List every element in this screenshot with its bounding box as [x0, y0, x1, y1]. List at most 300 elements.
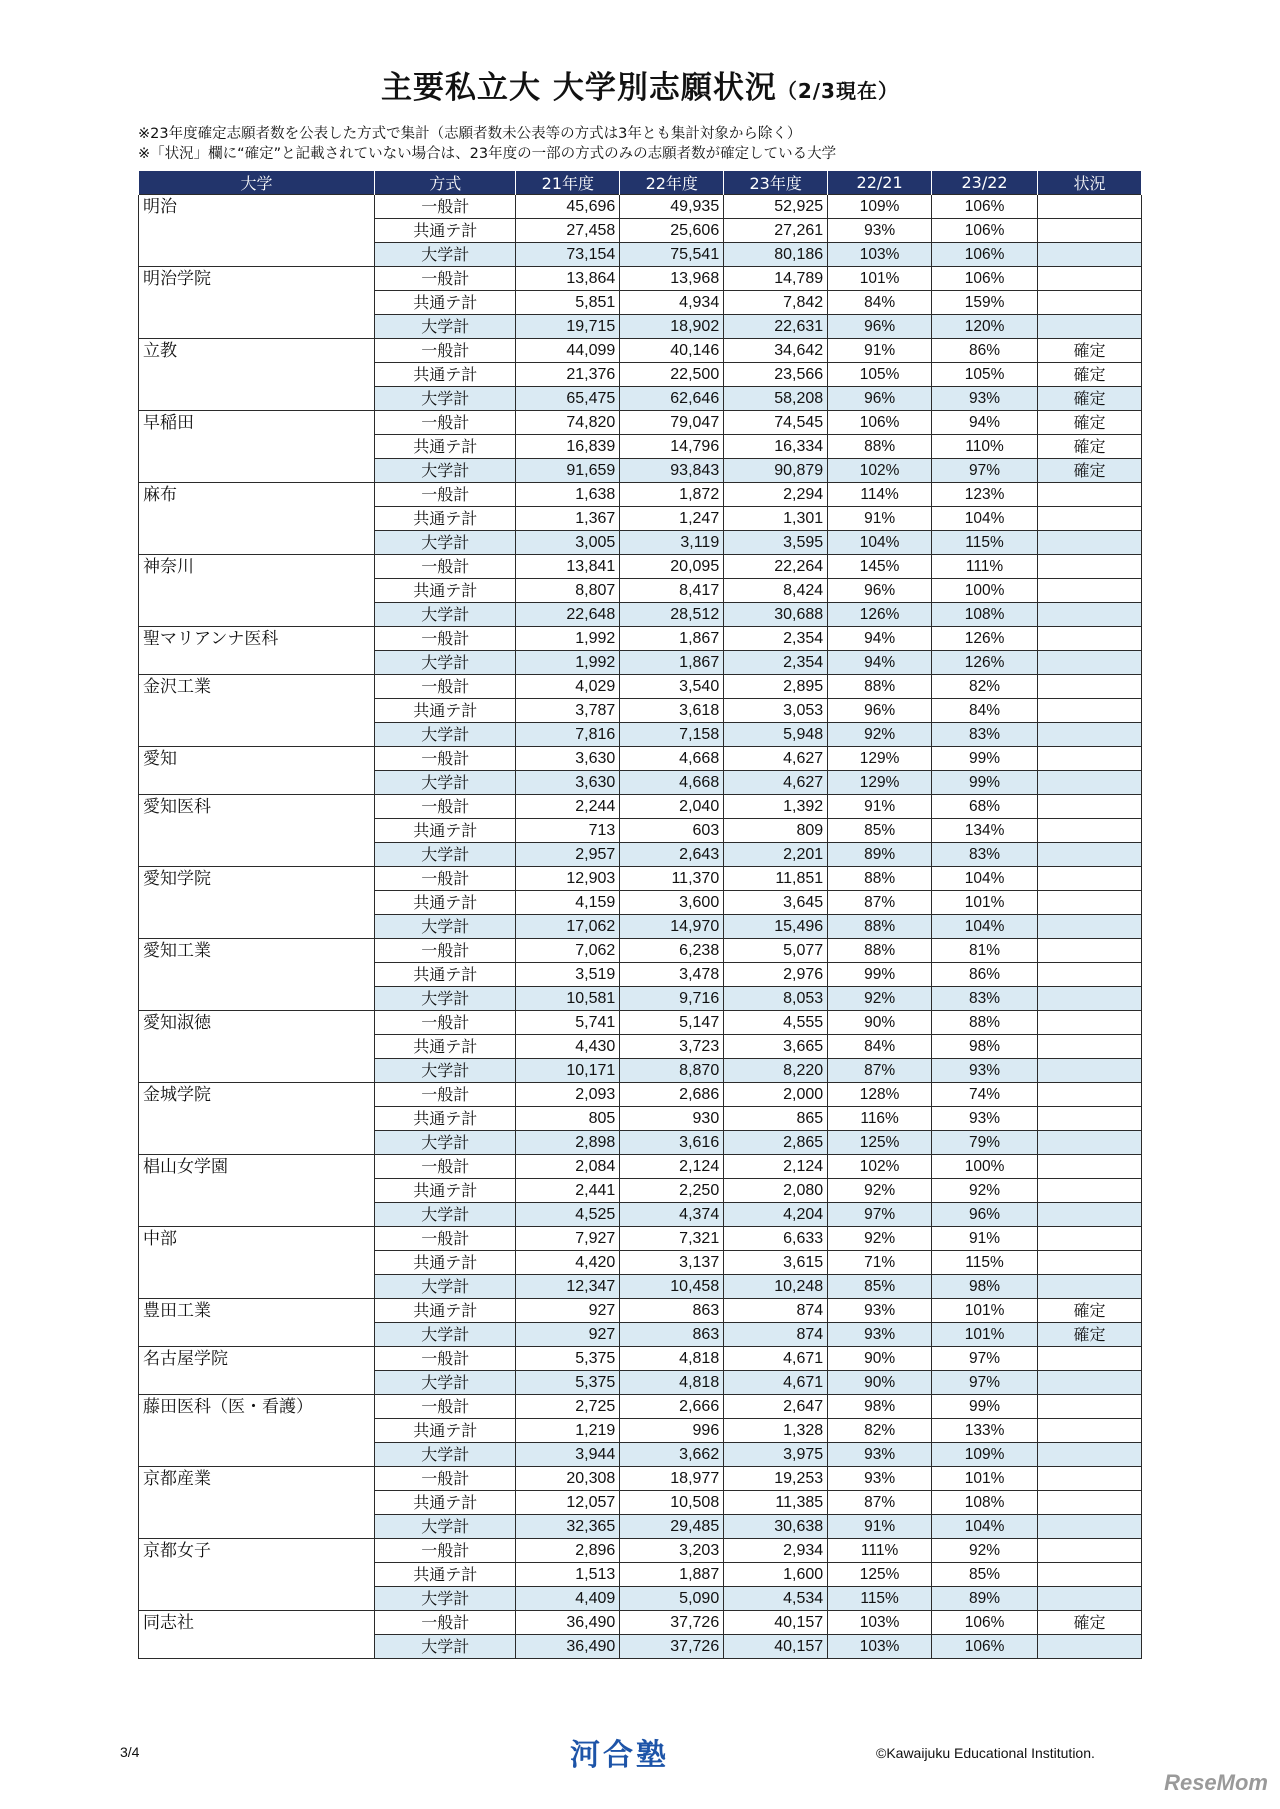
- ratio-23-22-cell: 86%: [932, 339, 1038, 363]
- table-row: [139, 483, 1142, 507]
- university-name-cell: 愛知学院: [139, 867, 375, 939]
- value-2022-cell: 4,668: [620, 771, 724, 795]
- method-cell: 一般計: [375, 483, 516, 507]
- ratio-23-22-cell: 89%: [932, 1587, 1038, 1611]
- ratio-22-21-cell: 96%: [828, 699, 932, 723]
- status-cell: 確定: [1038, 387, 1142, 411]
- status-cell: [1038, 267, 1142, 291]
- ratio-22-21-cell: 109%: [828, 195, 932, 219]
- ratio-22-21-cell: 102%: [828, 1155, 932, 1179]
- status-cell: [1038, 1035, 1142, 1059]
- method-cell: 共通テ計: [375, 891, 516, 915]
- value-2023-cell: 2,647: [724, 1395, 828, 1419]
- status-cell: [1038, 555, 1142, 579]
- table-row: [139, 1347, 1142, 1371]
- value-2022-cell: 2,124: [620, 1155, 724, 1179]
- university-name-cell: 聖マリアンナ医科: [139, 627, 375, 675]
- status-cell: 確定: [1038, 1299, 1142, 1323]
- method-cell: 一般計: [375, 267, 516, 291]
- ratio-23-22-cell: 106%: [932, 1635, 1038, 1659]
- ratio-22-21-cell: 125%: [828, 1131, 932, 1155]
- method-cell: 共通テ計: [375, 1419, 516, 1443]
- value-2023-cell: 90,879: [724, 459, 828, 483]
- value-2023-cell: 2,354: [724, 651, 828, 675]
- value-2022-cell: 62,646: [620, 387, 724, 411]
- table-row: [139, 747, 1142, 771]
- method-cell: 共通テ計: [375, 1251, 516, 1275]
- page-number: 3/4: [120, 1744, 140, 1760]
- status-cell: [1038, 939, 1142, 963]
- status-cell: [1038, 675, 1142, 699]
- status-cell: 確定: [1038, 363, 1142, 387]
- university-name-cell: 早稲田: [139, 411, 375, 483]
- value-2023-cell: 10,248: [724, 1275, 828, 1299]
- table-row: [139, 267, 1142, 291]
- value-2022-cell: 603: [620, 819, 724, 843]
- ratio-23-22-cell: 100%: [932, 579, 1038, 603]
- value-2021-cell: 2,896: [516, 1539, 620, 1563]
- method-cell: 一般計: [375, 339, 516, 363]
- value-2022-cell: 40,146: [620, 339, 724, 363]
- table-row: [139, 675, 1142, 699]
- value-2022-cell: 4,374: [620, 1203, 724, 1227]
- value-2021-cell: 36,490: [516, 1611, 620, 1635]
- value-2023-cell: 4,627: [724, 771, 828, 795]
- method-cell: 共通テ計: [375, 507, 516, 531]
- value-2021-cell: 19,715: [516, 315, 620, 339]
- value-2023-cell: 30,688: [724, 603, 828, 627]
- value-2023-cell: 3,975: [724, 1443, 828, 1467]
- value-2023-cell: 80,186: [724, 243, 828, 267]
- value-2023-cell: 4,627: [724, 747, 828, 771]
- ratio-23-22-cell: 100%: [932, 1155, 1038, 1179]
- ratio-23-22-cell: 86%: [932, 963, 1038, 987]
- value-2021-cell: 4,525: [516, 1203, 620, 1227]
- ratio-23-22-cell: 106%: [932, 1611, 1038, 1635]
- applicant-table: [138, 171, 1142, 1659]
- value-2023-cell: 3,053: [724, 699, 828, 723]
- status-cell: 確定: [1038, 339, 1142, 363]
- method-cell: 共通テ計: [375, 819, 516, 843]
- ratio-23-22-cell: 92%: [932, 1539, 1038, 1563]
- status-cell: [1038, 1419, 1142, 1443]
- value-2023-cell: 40,157: [724, 1611, 828, 1635]
- method-cell: 大学計: [375, 1131, 516, 1155]
- ratio-23-22-cell: 81%: [932, 939, 1038, 963]
- ratio-23-22-cell: 108%: [932, 1491, 1038, 1515]
- value-2023-cell: 8,220: [724, 1059, 828, 1083]
- table-row: [139, 195, 1142, 219]
- ratio-22-21-cell: 98%: [828, 1395, 932, 1419]
- ratio-22-21-cell: 115%: [828, 1587, 932, 1611]
- method-cell: 一般計: [375, 1395, 516, 1419]
- note-line: ※「状況」欄に“確定”と記載されていない場合は、23年度の一部の方式のみの志願者数が確定している大学: [138, 146, 837, 162]
- status-cell: [1038, 1059, 1142, 1083]
- value-2021-cell: 2,084: [516, 1155, 620, 1179]
- value-2022-cell: 3,723: [620, 1035, 724, 1059]
- method-cell: 一般計: [375, 195, 516, 219]
- value-2023-cell: 19,253: [724, 1467, 828, 1491]
- value-2021-cell: 3,787: [516, 699, 620, 723]
- method-cell: 大学計: [375, 531, 516, 555]
- value-2023-cell: 22,631: [724, 315, 828, 339]
- method-cell: 大学計: [375, 915, 516, 939]
- method-cell: 大学計: [375, 1059, 516, 1083]
- ratio-22-21-cell: 101%: [828, 267, 932, 291]
- value-2021-cell: 44,099: [516, 339, 620, 363]
- value-2021-cell: 73,154: [516, 243, 620, 267]
- status-cell: [1038, 315, 1142, 339]
- value-2021-cell: 4,409: [516, 1587, 620, 1611]
- table-row: [139, 1227, 1142, 1251]
- value-2022-cell: 8,417: [620, 579, 724, 603]
- value-2022-cell: 7,158: [620, 723, 724, 747]
- method-cell: 共通テ計: [375, 1035, 516, 1059]
- table-row: [139, 1011, 1142, 1035]
- university-name-cell: 明治: [139, 195, 375, 267]
- value-2023-cell: 3,645: [724, 891, 828, 915]
- method-cell: 共通テ計: [375, 699, 516, 723]
- ratio-23-22-cell: 98%: [932, 1035, 1038, 1059]
- status-cell: [1038, 1587, 1142, 1611]
- value-2022-cell: 13,968: [620, 267, 724, 291]
- ratio-22-21-cell: 145%: [828, 555, 932, 579]
- ratio-22-21-cell: 91%: [828, 1515, 932, 1539]
- value-2021-cell: 36,490: [516, 1635, 620, 1659]
- value-2021-cell: 20,308: [516, 1467, 620, 1491]
- status-cell: [1038, 291, 1142, 315]
- value-2022-cell: 7,321: [620, 1227, 724, 1251]
- method-cell: 大学計: [375, 387, 516, 411]
- value-2021-cell: 7,927: [516, 1227, 620, 1251]
- status-cell: [1038, 195, 1142, 219]
- value-2023-cell: 14,789: [724, 267, 828, 291]
- ratio-23-22-cell: 104%: [932, 1515, 1038, 1539]
- ratio-23-22-cell: 96%: [932, 1203, 1038, 1227]
- method-cell: 共通テ計: [375, 363, 516, 387]
- ratio-22-21-cell: 96%: [828, 387, 932, 411]
- university-name-cell: 愛知淑徳: [139, 1011, 375, 1083]
- value-2021-cell: 10,171: [516, 1059, 620, 1083]
- value-2021-cell: 2,957: [516, 843, 620, 867]
- table-row: [139, 411, 1142, 435]
- status-cell: [1038, 1203, 1142, 1227]
- ratio-22-21-cell: 96%: [828, 315, 932, 339]
- ratio-23-22-cell: 88%: [932, 1011, 1038, 1035]
- method-cell: 一般計: [375, 939, 516, 963]
- ratio-23-22-cell: 83%: [932, 987, 1038, 1011]
- university-name-cell: 京都産業: [139, 1467, 375, 1539]
- value-2022-cell: 6,238: [620, 939, 724, 963]
- method-cell: 共通テ計: [375, 291, 516, 315]
- ratio-23-22-cell: 83%: [932, 723, 1038, 747]
- status-cell: [1038, 771, 1142, 795]
- notes: [138, 124, 836, 164]
- value-2022-cell: 3,137: [620, 1251, 724, 1275]
- value-2021-cell: 2,441: [516, 1179, 620, 1203]
- value-2022-cell: 3,618: [620, 699, 724, 723]
- status-cell: [1038, 1083, 1142, 1107]
- status-cell: [1038, 1563, 1142, 1587]
- status-cell: [1038, 1491, 1142, 1515]
- table-row: [139, 1539, 1142, 1563]
- value-2023-cell: 1,328: [724, 1419, 828, 1443]
- ratio-23-22-cell: 97%: [932, 1371, 1038, 1395]
- university-name-cell: 麻布: [139, 483, 375, 555]
- value-2022-cell: 14,796: [620, 435, 724, 459]
- ratio-22-21-cell: 103%: [828, 1635, 932, 1659]
- university-name-cell: 同志社: [139, 1611, 375, 1659]
- value-2023-cell: 30,638: [724, 1515, 828, 1539]
- ratio-22-21-cell: 106%: [828, 411, 932, 435]
- value-2021-cell: 27,458: [516, 219, 620, 243]
- value-2021-cell: 21,376: [516, 363, 620, 387]
- value-2023-cell: 5,077: [724, 939, 828, 963]
- value-2023-cell: 34,642: [724, 339, 828, 363]
- value-2023-cell: 15,496: [724, 915, 828, 939]
- ratio-22-21-cell: 88%: [828, 435, 932, 459]
- method-cell: 共通テ計: [375, 963, 516, 987]
- method-cell: 大学計: [375, 1515, 516, 1539]
- status-cell: [1038, 891, 1142, 915]
- value-2023-cell: 23,566: [724, 363, 828, 387]
- method-cell: 一般計: [375, 1467, 516, 1491]
- value-2023-cell: 874: [724, 1299, 828, 1323]
- university-name-cell: 椙山女学園: [139, 1155, 375, 1227]
- status-cell: [1038, 747, 1142, 771]
- status-cell: [1038, 1107, 1142, 1131]
- status-cell: [1038, 1227, 1142, 1251]
- ratio-23-22-cell: 109%: [932, 1443, 1038, 1467]
- table-row: [139, 795, 1142, 819]
- ratio-22-21-cell: 88%: [828, 915, 932, 939]
- value-2023-cell: 4,204: [724, 1203, 828, 1227]
- table-row: [139, 939, 1142, 963]
- ratio-22-21-cell: 84%: [828, 291, 932, 315]
- table-row: [139, 1155, 1142, 1179]
- value-2023-cell: 4,671: [724, 1371, 828, 1395]
- status-cell: [1038, 1131, 1142, 1155]
- university-name-cell: 金城学院: [139, 1083, 375, 1155]
- ratio-22-21-cell: 88%: [828, 939, 932, 963]
- method-cell: 共通テ計: [375, 435, 516, 459]
- status-cell: [1038, 1395, 1142, 1419]
- method-cell: 一般計: [375, 1611, 516, 1635]
- value-2023-cell: 52,925: [724, 195, 828, 219]
- ratio-22-21-cell: 103%: [828, 1611, 932, 1635]
- method-cell: 大学計: [375, 1635, 516, 1659]
- ratio-23-22-cell: 92%: [932, 1179, 1038, 1203]
- value-2022-cell: 3,616: [620, 1131, 724, 1155]
- value-2022-cell: 3,540: [620, 675, 724, 699]
- university-name-cell: 京都女子: [139, 1539, 375, 1611]
- ratio-22-21-cell: 99%: [828, 963, 932, 987]
- ratio-22-21-cell: 92%: [828, 723, 932, 747]
- value-2023-cell: 3,615: [724, 1251, 828, 1275]
- method-cell: 大学計: [375, 243, 516, 267]
- kawaijuku-logo: 河合塾: [570, 1738, 669, 1773]
- ratio-23-22-cell: 85%: [932, 1563, 1038, 1587]
- value-2022-cell: 20,095: [620, 555, 724, 579]
- value-2022-cell: 3,478: [620, 963, 724, 987]
- value-2023-cell: 2,895: [724, 675, 828, 699]
- value-2023-cell: 4,534: [724, 1587, 828, 1611]
- ratio-22-21-cell: 91%: [828, 339, 932, 363]
- ratio-23-22-cell: 159%: [932, 291, 1038, 315]
- ratio-23-22-cell: 101%: [932, 1323, 1038, 1347]
- status-cell: [1038, 1539, 1142, 1563]
- value-2021-cell: 16,839: [516, 435, 620, 459]
- method-cell: 一般計: [375, 1347, 516, 1371]
- ratio-23-22-cell: 99%: [932, 747, 1038, 771]
- ratio-23-22-cell: 106%: [932, 267, 1038, 291]
- value-2023-cell: 1,392: [724, 795, 828, 819]
- ratio-23-22-cell: 82%: [932, 675, 1038, 699]
- method-cell: 一般計: [375, 1011, 516, 1035]
- value-2023-cell: 4,555: [724, 1011, 828, 1035]
- university-name-cell: 愛知医科: [139, 795, 375, 867]
- ratio-23-22-cell: 97%: [932, 459, 1038, 483]
- value-2022-cell: 2,040: [620, 795, 724, 819]
- status-cell: [1038, 1443, 1142, 1467]
- ratio-23-22-cell: 97%: [932, 1347, 1038, 1371]
- value-2022-cell: 14,970: [620, 915, 724, 939]
- table-body: [139, 195, 1142, 1659]
- ratio-22-21-cell: 93%: [828, 219, 932, 243]
- status-cell: [1038, 243, 1142, 267]
- status-cell: [1038, 1011, 1142, 1035]
- value-2021-cell: 74,820: [516, 411, 620, 435]
- page-title: [0, 62, 1280, 107]
- value-2021-cell: 32,365: [516, 1515, 620, 1539]
- status-cell: 確定: [1038, 459, 1142, 483]
- method-cell: 共通テ計: [375, 579, 516, 603]
- method-cell: 大学計: [375, 651, 516, 675]
- value-2023-cell: 2,976: [724, 963, 828, 987]
- value-2023-cell: 74,545: [724, 411, 828, 435]
- value-2022-cell: 22,500: [620, 363, 724, 387]
- ratio-23-22-cell: 93%: [932, 387, 1038, 411]
- value-2022-cell: 11,370: [620, 867, 724, 891]
- value-2021-cell: 22,648: [516, 603, 620, 627]
- ratio-23-22-cell: 134%: [932, 819, 1038, 843]
- value-2022-cell: 8,870: [620, 1059, 724, 1083]
- ratio-22-21-cell: 90%: [828, 1011, 932, 1035]
- method-cell: 大学計: [375, 771, 516, 795]
- method-cell: 一般計: [375, 675, 516, 699]
- value-2023-cell: 1,301: [724, 507, 828, 531]
- col-header-ratio-23-22: 23/22: [932, 171, 1038, 195]
- status-cell: [1038, 507, 1142, 531]
- ratio-23-22-cell: 104%: [932, 915, 1038, 939]
- value-2022-cell: 4,668: [620, 747, 724, 771]
- value-2021-cell: 5,851: [516, 291, 620, 315]
- ratio-22-21-cell: 104%: [828, 531, 932, 555]
- value-2022-cell: 863: [620, 1323, 724, 1347]
- method-cell: 共通テ計: [375, 1107, 516, 1131]
- university-name-cell: 藤田医科（医・看護）: [139, 1395, 375, 1467]
- value-2021-cell: 5,741: [516, 1011, 620, 1035]
- value-2021-cell: 2,725: [516, 1395, 620, 1419]
- value-2023-cell: 1,600: [724, 1563, 828, 1587]
- method-cell: 一般計: [375, 1539, 516, 1563]
- value-2021-cell: 17,062: [516, 915, 620, 939]
- ratio-23-22-cell: 91%: [932, 1227, 1038, 1251]
- ratio-22-21-cell: 88%: [828, 867, 932, 891]
- method-cell: 一般計: [375, 555, 516, 579]
- value-2023-cell: 2,294: [724, 483, 828, 507]
- status-cell: 確定: [1038, 1323, 1142, 1347]
- value-2022-cell: 3,119: [620, 531, 724, 555]
- value-2021-cell: 4,420: [516, 1251, 620, 1275]
- value-2022-cell: 2,250: [620, 1179, 724, 1203]
- ratio-23-22-cell: 133%: [932, 1419, 1038, 1443]
- value-2022-cell: 37,726: [620, 1611, 724, 1635]
- ratio-23-22-cell: 106%: [932, 243, 1038, 267]
- value-2023-cell: 2,865: [724, 1131, 828, 1155]
- method-cell: 大学計: [375, 723, 516, 747]
- ratio-23-22-cell: 99%: [932, 771, 1038, 795]
- value-2021-cell: 3,519: [516, 963, 620, 987]
- ratio-22-21-cell: 129%: [828, 747, 932, 771]
- value-2022-cell: 2,643: [620, 843, 724, 867]
- ratio-22-21-cell: 93%: [828, 1299, 932, 1323]
- value-2021-cell: 1,367: [516, 507, 620, 531]
- ratio-23-22-cell: 84%: [932, 699, 1038, 723]
- value-2022-cell: 75,541: [620, 243, 724, 267]
- ratio-23-22-cell: 101%: [932, 891, 1038, 915]
- status-cell: [1038, 483, 1142, 507]
- value-2021-cell: 4,430: [516, 1035, 620, 1059]
- ratio-23-22-cell: 120%: [932, 315, 1038, 339]
- value-2022-cell: 10,458: [620, 1275, 724, 1299]
- table-row: [139, 555, 1142, 579]
- university-name-cell: 金沢工業: [139, 675, 375, 747]
- ratio-23-22-cell: 126%: [932, 627, 1038, 651]
- ratio-22-21-cell: 90%: [828, 1371, 932, 1395]
- status-cell: [1038, 219, 1142, 243]
- ratio-23-22-cell: 93%: [932, 1107, 1038, 1131]
- value-2022-cell: 25,606: [620, 219, 724, 243]
- value-2023-cell: 809: [724, 819, 828, 843]
- status-cell: [1038, 1371, 1142, 1395]
- value-2022-cell: 3,662: [620, 1443, 724, 1467]
- ratio-22-21-cell: 114%: [828, 483, 932, 507]
- ratio-23-22-cell: 101%: [932, 1299, 1038, 1323]
- value-2022-cell: 2,666: [620, 1395, 724, 1419]
- status-cell: [1038, 627, 1142, 651]
- value-2023-cell: 8,424: [724, 579, 828, 603]
- value-2023-cell: 11,385: [724, 1491, 828, 1515]
- value-2021-cell: 12,057: [516, 1491, 620, 1515]
- method-cell: 一般計: [375, 747, 516, 771]
- ratio-22-21-cell: 71%: [828, 1251, 932, 1275]
- ratio-22-21-cell: 105%: [828, 363, 932, 387]
- status-cell: [1038, 1251, 1142, 1275]
- status-cell: [1038, 531, 1142, 555]
- value-2023-cell: 3,665: [724, 1035, 828, 1059]
- ratio-23-22-cell: 115%: [932, 531, 1038, 555]
- value-2023-cell: 2,000: [724, 1083, 828, 1107]
- value-2021-cell: 4,159: [516, 891, 620, 915]
- value-2022-cell: 996: [620, 1419, 724, 1443]
- value-2021-cell: 1,219: [516, 1419, 620, 1443]
- ratio-22-21-cell: 128%: [828, 1083, 932, 1107]
- value-2023-cell: 58,208: [724, 387, 828, 411]
- ratio-22-21-cell: 91%: [828, 795, 932, 819]
- ratio-23-22-cell: 98%: [932, 1275, 1038, 1299]
- value-2022-cell: 1,867: [620, 651, 724, 675]
